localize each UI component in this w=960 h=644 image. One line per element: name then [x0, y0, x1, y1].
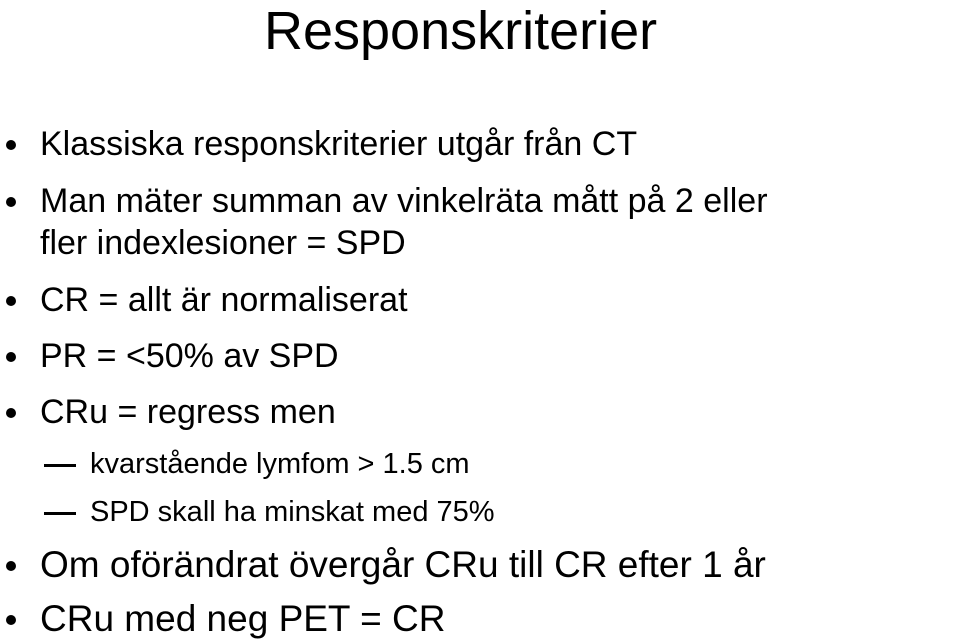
bullet-text: Man mäter summan av vinkelräta mått på 2 eller [40, 182, 768, 220]
bullet-text: CRu = regress men [40, 393, 336, 431]
dash-icon [44, 464, 76, 467]
bullet-dot-icon [6, 615, 16, 625]
bullet-item [0, 543, 960, 589]
slide-title: Responskriterier [264, 1, 658, 61]
bullet-text: CR = allt är normaliserat [40, 281, 408, 319]
bullet-dot-icon [6, 561, 16, 571]
bullet-text: Klassiska responskriterier utgår från CT [40, 125, 638, 163]
bullet-item [0, 392, 960, 436]
bullet-dot-icon [6, 352, 16, 362]
sub-bullet-item [0, 495, 960, 531]
bullet-item [0, 597, 960, 643]
sub-bullet-item [0, 447, 960, 483]
bullet-dot-icon [6, 408, 16, 418]
sub-bullet-text: kvarstående lymfom > 1.5 cm [90, 448, 470, 480]
bullet-text-continued: fler indexlesioner = SPD [40, 224, 406, 262]
bullet-item [0, 124, 960, 168]
dash-icon [44, 512, 76, 515]
bullet-dot-icon [6, 140, 16, 150]
sub-bullet-text: SPD skall ha minskat med 75% [90, 496, 495, 528]
bullet-item [0, 280, 960, 324]
bullet-text: PR = <50% av SPD [40, 337, 339, 375]
bullet-dot-icon [6, 197, 16, 207]
bullet-text: CRu med neg PET = CR [40, 598, 446, 639]
bullet-text: Om oförändrat övergår CRu till CR efter 1 år [40, 544, 766, 585]
bullet-item [0, 336, 960, 380]
bullet-dot-icon [6, 296, 16, 306]
bullet-item [0, 181, 960, 271]
